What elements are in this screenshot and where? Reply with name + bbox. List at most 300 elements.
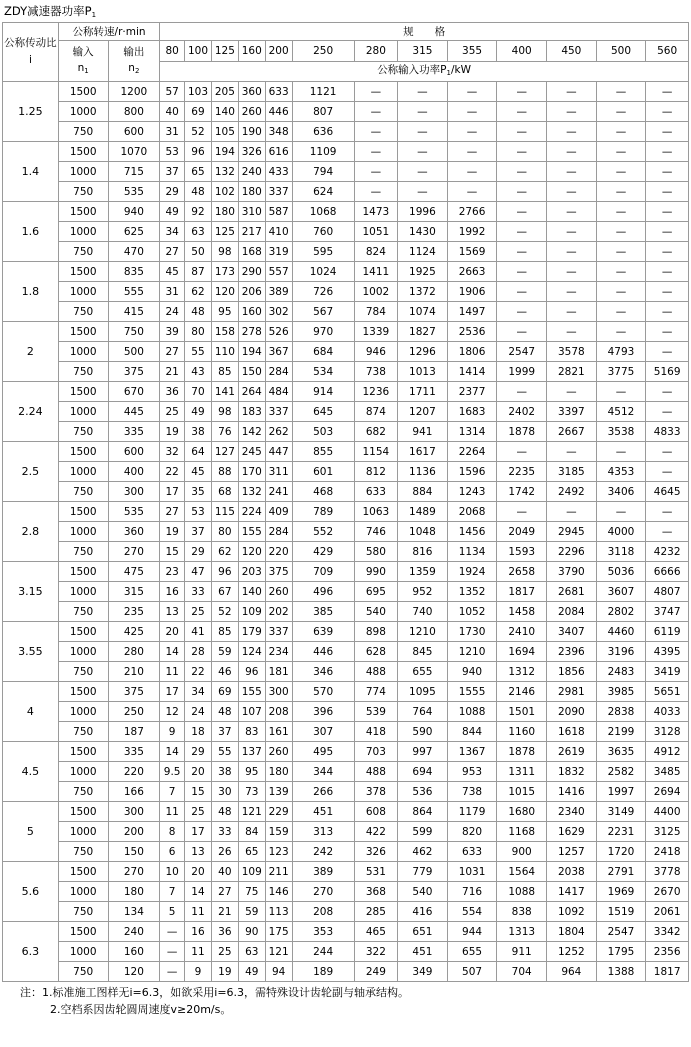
power-cell: —	[497, 302, 547, 322]
power-cell: 4912	[646, 742, 689, 762]
power-cell: 1730	[447, 622, 497, 642]
power-cell: —	[497, 222, 547, 242]
power-cell: —	[497, 502, 547, 522]
power-cell: 446	[265, 102, 292, 122]
note-2: 2.空档系因齿轮圆周速度v≥20m/s。	[50, 1003, 232, 1016]
power-cell: 3149	[596, 802, 646, 822]
power-cell: 1804	[547, 922, 597, 942]
ratio-cell: 5.6	[3, 862, 59, 922]
power-cell: 1121	[292, 82, 354, 102]
power-cell: 779	[398, 862, 448, 882]
power-cell: 34	[160, 222, 185, 242]
power-cell: 789	[292, 502, 354, 522]
power-cell: 9.5	[160, 762, 185, 782]
power-cell: 1456	[447, 522, 497, 542]
power-cell: —	[646, 102, 689, 122]
output-speed-cell: 535	[108, 502, 160, 522]
power-cell: 59	[211, 642, 238, 662]
input-speed-cell: 1500	[58, 922, 108, 942]
input-speed-cell: 1500	[58, 142, 108, 162]
power-cell: —	[398, 102, 448, 122]
output-speed-cell: 750	[108, 322, 160, 342]
power-cell: 28	[185, 642, 212, 662]
power-cell: 110	[211, 342, 238, 362]
power-cell: 1179	[447, 802, 497, 822]
table-body	[3, 82, 689, 982]
power-cell: 1136	[398, 462, 448, 482]
output-speed-cell: 940	[108, 202, 160, 222]
power-cell: 94	[265, 962, 292, 982]
table-row	[3, 502, 689, 522]
power-cell: 36	[211, 922, 238, 942]
output-speed-cell: 210	[108, 662, 160, 682]
power-cell: 1878	[497, 742, 547, 762]
table-row	[3, 722, 689, 742]
table-row	[3, 962, 689, 982]
power-cell: 914	[292, 382, 354, 402]
ratio-header: 公称传动比i	[3, 23, 59, 82]
power-cell: —	[398, 182, 448, 202]
power-cell: —	[646, 202, 689, 222]
power-cell: 1969	[596, 882, 646, 902]
power-cell: —	[646, 282, 689, 302]
power-cell: 3407	[547, 622, 597, 642]
power-cell: 2264	[447, 442, 497, 462]
power-cell: 326	[354, 842, 397, 862]
power-cell: 67	[211, 582, 238, 602]
power-cell: —	[497, 242, 547, 262]
power-cell: —	[447, 182, 497, 202]
power-cell: 2791	[596, 862, 646, 882]
power-cell: 307	[292, 722, 354, 742]
power-cell: 337	[265, 182, 292, 202]
power-cell: 534	[292, 362, 354, 382]
power-cell: 278	[238, 322, 265, 342]
table-row	[3, 922, 689, 942]
ratio-cell: 2	[3, 322, 59, 382]
power-cell: 1388	[596, 962, 646, 982]
power-cell: 346	[292, 662, 354, 682]
power-cell: —	[596, 82, 646, 102]
power-cell: —	[497, 282, 547, 302]
power-cell: 764	[398, 702, 448, 722]
table-row	[3, 302, 689, 322]
power-cell: 260	[265, 742, 292, 762]
power-cell: 1015	[497, 782, 547, 802]
power-cell: 6	[160, 842, 185, 862]
power-cell: —	[354, 102, 397, 122]
power-cell: 2694	[646, 782, 689, 802]
power-cell: 300	[265, 682, 292, 702]
power-cell: 774	[354, 682, 397, 702]
power-cell: 1352	[447, 582, 497, 602]
power-cell: 1109	[292, 142, 354, 162]
power-cell: 16	[160, 582, 185, 602]
power-cell: 2410	[497, 622, 547, 642]
power-cell: 952	[398, 582, 448, 602]
table-row	[3, 422, 689, 442]
power-cell: 127	[211, 442, 238, 462]
power-cell: 2483	[596, 662, 646, 682]
power-cell: 682	[354, 422, 397, 442]
power-cell: 240	[238, 162, 265, 182]
power-cell: 3578	[547, 342, 597, 362]
power-cell: 242	[292, 842, 354, 862]
table-row	[3, 782, 689, 802]
power-cell: 11	[185, 902, 212, 922]
input-speed-cell: 1500	[58, 742, 108, 762]
power-cell: 709	[292, 562, 354, 582]
table-row	[3, 362, 689, 382]
table-row	[3, 142, 689, 162]
power-cell: 1002	[354, 282, 397, 302]
power-cell: 95	[211, 302, 238, 322]
power-cell: 1416	[547, 782, 597, 802]
power-cell: 970	[292, 322, 354, 342]
input-speed-cell: 1500	[58, 862, 108, 882]
power-cell: 4232	[646, 542, 689, 562]
power-cell: 1458	[497, 602, 547, 622]
table-row	[3, 742, 689, 762]
power-cell: 446	[292, 642, 354, 662]
input-speed-cell: 1500	[58, 502, 108, 522]
power-cell: 48	[185, 302, 212, 322]
power-cell: 38	[211, 762, 238, 782]
power-cell: 175	[265, 922, 292, 942]
power-cell: 633	[447, 842, 497, 862]
power-cell: 2802	[596, 602, 646, 622]
power-cell: 69	[211, 682, 238, 702]
input-speed-label: 输入	[72, 45, 94, 58]
power-cell: —	[596, 302, 646, 322]
power-cell: 115	[211, 502, 238, 522]
size-header-450: 450	[547, 41, 597, 62]
power-cell: —	[596, 502, 646, 522]
power-cell: 158	[211, 322, 238, 342]
size-header-row	[3, 41, 689, 62]
power-cell: 141	[211, 382, 238, 402]
power-cell: 2049	[497, 522, 547, 542]
power-cell: 96	[238, 662, 265, 682]
power-cell: 21	[160, 362, 185, 382]
table-row	[3, 582, 689, 602]
power-cell: —	[497, 322, 547, 342]
power-cell: 140	[238, 582, 265, 602]
output-speed-cell: 200	[108, 822, 160, 842]
power-cell: 45	[160, 262, 185, 282]
power-cell: 179	[238, 622, 265, 642]
power-cell: 633	[265, 82, 292, 102]
power-cell: 234	[265, 642, 292, 662]
power-cell: —	[447, 82, 497, 102]
input-speed-cell: 1000	[58, 102, 108, 122]
output-speed-cell: 280	[108, 642, 160, 662]
power-header	[160, 62, 689, 82]
output-speed-cell: 715	[108, 162, 160, 182]
power-cell: 220	[265, 542, 292, 562]
power-cell: 52	[185, 122, 212, 142]
power-cell: 75	[238, 882, 265, 902]
power-cell: 645	[292, 402, 354, 422]
power-cell: 1124	[398, 242, 448, 262]
power-cell: 2090	[547, 702, 597, 722]
power-cell: 3128	[646, 722, 689, 742]
power-cell: —	[547, 202, 597, 222]
table-row	[3, 522, 689, 542]
power-cell: 208	[292, 902, 354, 922]
output-speed-cell: 375	[108, 362, 160, 382]
power-cell: —	[447, 102, 497, 122]
power-cell: 23	[160, 562, 185, 582]
power-cell: 1252	[547, 942, 597, 962]
power-cell: 48	[211, 702, 238, 722]
power-cell: 4645	[646, 482, 689, 502]
power-cell: 11	[160, 662, 185, 682]
table-row	[3, 482, 689, 502]
power-cell: 590	[398, 722, 448, 742]
power-cell: 173	[211, 262, 238, 282]
power-cell: 19	[160, 422, 185, 442]
power-cell: 451	[398, 942, 448, 962]
power-cell: 526	[265, 322, 292, 342]
power-cell: 6119	[646, 622, 689, 642]
power-cell: 7	[160, 882, 185, 902]
output-speed-cell: 150	[108, 842, 160, 862]
power-cell: 608	[354, 802, 397, 822]
table-row	[3, 682, 689, 702]
power-cell: 90	[238, 922, 265, 942]
power-cell: —	[646, 382, 689, 402]
power-cell: 540	[398, 882, 448, 902]
power-cell: 348	[265, 122, 292, 142]
power-cell: —	[547, 122, 597, 142]
size-header-80: 80	[160, 41, 185, 62]
ratio-cell: 2.8	[3, 502, 59, 562]
output-speed-cell: 134	[108, 902, 160, 922]
input-speed-cell: 750	[58, 662, 108, 682]
power-cell: 1997	[596, 782, 646, 802]
power-cell: 83	[238, 722, 265, 742]
power-cell: 1832	[547, 762, 597, 782]
power-cell: 15	[185, 782, 212, 802]
power-cell: 1999	[497, 362, 547, 382]
output-speed-cell: 160	[108, 942, 160, 962]
power-cell: 703	[354, 742, 397, 762]
power-cell: —	[354, 182, 397, 202]
table-row	[3, 542, 689, 562]
power-cell: 1417	[547, 882, 597, 902]
table-row	[3, 802, 689, 822]
power-cell: 3342	[646, 922, 689, 942]
power-cell: 349	[398, 962, 448, 982]
power-cell: 26	[211, 842, 238, 862]
power-cell: —	[547, 282, 597, 302]
power-cell: 624	[292, 182, 354, 202]
power-cell: 4400	[646, 802, 689, 822]
power-cell: —	[497, 442, 547, 462]
power-cell: 155	[238, 682, 265, 702]
power-cell: 2547	[497, 342, 547, 362]
power-cell: —	[596, 162, 646, 182]
power-cell: 22	[185, 662, 212, 682]
power-cell: 1925	[398, 262, 448, 282]
power-cell: 1068	[292, 202, 354, 222]
output-speed-label: 输出	[123, 45, 145, 58]
power-cell: 3196	[596, 642, 646, 662]
power-cell: 9	[160, 722, 185, 742]
power-cell: 2670	[646, 882, 689, 902]
power-cell: 11	[160, 802, 185, 822]
power-cell: 49	[185, 402, 212, 422]
power-cell: 63	[185, 222, 212, 242]
power-cell: 124	[238, 642, 265, 662]
table-row	[3, 622, 689, 642]
power-cell: 1569	[447, 242, 497, 262]
power-cell: 2821	[547, 362, 597, 382]
size-header-280: 280	[354, 41, 397, 62]
power-cell: 322	[354, 942, 397, 962]
power-cell: 40	[160, 102, 185, 122]
power-cell: 1617	[398, 442, 448, 462]
output-speed-cell: 1200	[108, 82, 160, 102]
power-cell: 695	[354, 582, 397, 602]
power-cell: 41	[185, 622, 212, 642]
ratio-cell: 1.4	[3, 142, 59, 202]
output-speed-cell: 415	[108, 302, 160, 322]
output-speed-cell: 335	[108, 742, 160, 762]
power-cell: —	[596, 382, 646, 402]
power-cell: 29	[185, 542, 212, 562]
power-cell: 76	[211, 422, 238, 442]
power-cell: 35	[185, 482, 212, 502]
power-cell: 1414	[447, 362, 497, 382]
table-row	[3, 902, 689, 922]
table-row	[3, 342, 689, 362]
power-cell: 25	[211, 942, 238, 962]
input-speed-cell: 1500	[58, 802, 108, 822]
power-cell: —	[547, 322, 597, 342]
power-cell: 855	[292, 442, 354, 462]
power-cell: 898	[354, 622, 397, 642]
power-cell: 2235	[497, 462, 547, 482]
power-cell: 27	[160, 502, 185, 522]
power-cell: 5169	[646, 362, 689, 382]
power-cell: 704	[497, 962, 547, 982]
output-speed-cell: 120	[108, 962, 160, 982]
ratio-cell: 3.55	[3, 622, 59, 682]
power-cell: —	[447, 122, 497, 142]
output-speed-cell: 335	[108, 422, 160, 442]
input-speed-cell: 1000	[58, 582, 108, 602]
ratio-cell: 4.5	[3, 742, 59, 802]
output-speed-cell: 315	[108, 582, 160, 602]
power-cell: 140	[211, 102, 238, 122]
power-cell: 48	[211, 802, 238, 822]
power-cell: 531	[354, 862, 397, 882]
power-cell: 302	[265, 302, 292, 322]
power-cell: 1367	[447, 742, 497, 762]
power-cell: 16	[185, 922, 212, 942]
power-cell: —	[547, 182, 597, 202]
power-cell: 1856	[547, 662, 597, 682]
power-cell: —	[646, 82, 689, 102]
power-cell: —	[160, 962, 185, 982]
size-header-315: 315	[398, 41, 448, 62]
power-cell: 3125	[646, 822, 689, 842]
power-cell: 121	[265, 942, 292, 962]
power-cell: 451	[292, 802, 354, 822]
power-cell: 1817	[646, 962, 689, 982]
power-cell: 20	[185, 762, 212, 782]
power-cell: 655	[398, 662, 448, 682]
output-speed-cell: 220	[108, 762, 160, 782]
table-row	[3, 702, 689, 722]
power-cell: 784	[354, 302, 397, 322]
power-cell: —	[497, 382, 547, 402]
power-cell: 34	[185, 682, 212, 702]
power-cell: —	[646, 222, 689, 242]
output-speed-cell: 400	[108, 462, 160, 482]
power-cell: 55	[185, 342, 212, 362]
power-cell: 96	[185, 142, 212, 162]
power-cell: 5	[160, 902, 185, 922]
power-cell: —	[596, 222, 646, 242]
power-cell: 284	[265, 522, 292, 542]
power-cell: 816	[398, 542, 448, 562]
power-cell: —	[547, 102, 597, 122]
power-cell: 53	[160, 142, 185, 162]
ratio-cell: 1.25	[3, 82, 59, 142]
power-cell: 37	[185, 522, 212, 542]
power-cell: 344	[292, 762, 354, 782]
power-cell: 389	[265, 282, 292, 302]
power-cell: 844	[447, 722, 497, 742]
output-speed-cell: 166	[108, 782, 160, 802]
power-cell: 38	[185, 422, 212, 442]
input-speed-cell: 1500	[58, 622, 108, 642]
power-cell: 19	[160, 522, 185, 542]
input-speed-cell: 1000	[58, 462, 108, 482]
power-cell: 4395	[646, 642, 689, 662]
size-header-200: 200	[265, 41, 292, 62]
power-cell: 1207	[398, 402, 448, 422]
power-cell: 245	[238, 442, 265, 462]
power-cell: 285	[354, 902, 397, 922]
table-row	[3, 402, 689, 422]
power-cell: 310	[238, 202, 265, 222]
power-cell: 1013	[398, 362, 448, 382]
table-row	[3, 222, 689, 242]
power-cell: 4460	[596, 622, 646, 642]
power-cell: 2766	[447, 202, 497, 222]
power-cell: 10	[160, 862, 185, 882]
power-cell: —	[547, 142, 597, 162]
power-cell: 1924	[447, 562, 497, 582]
power-cell: —	[646, 262, 689, 282]
power-cell: 326	[238, 142, 265, 162]
power-cell: 552	[292, 522, 354, 542]
power-cell: 49	[160, 202, 185, 222]
power-cell: 180	[238, 182, 265, 202]
power-cell: 874	[354, 402, 397, 422]
power-cell: —	[497, 82, 547, 102]
power-cell: 496	[292, 582, 354, 602]
input-speed-cell: 750	[58, 422, 108, 442]
power-cell: —	[547, 382, 597, 402]
power-cell: 651	[398, 922, 448, 942]
power-cell: 990	[354, 562, 397, 582]
input-speed-cell: 1500	[58, 382, 108, 402]
